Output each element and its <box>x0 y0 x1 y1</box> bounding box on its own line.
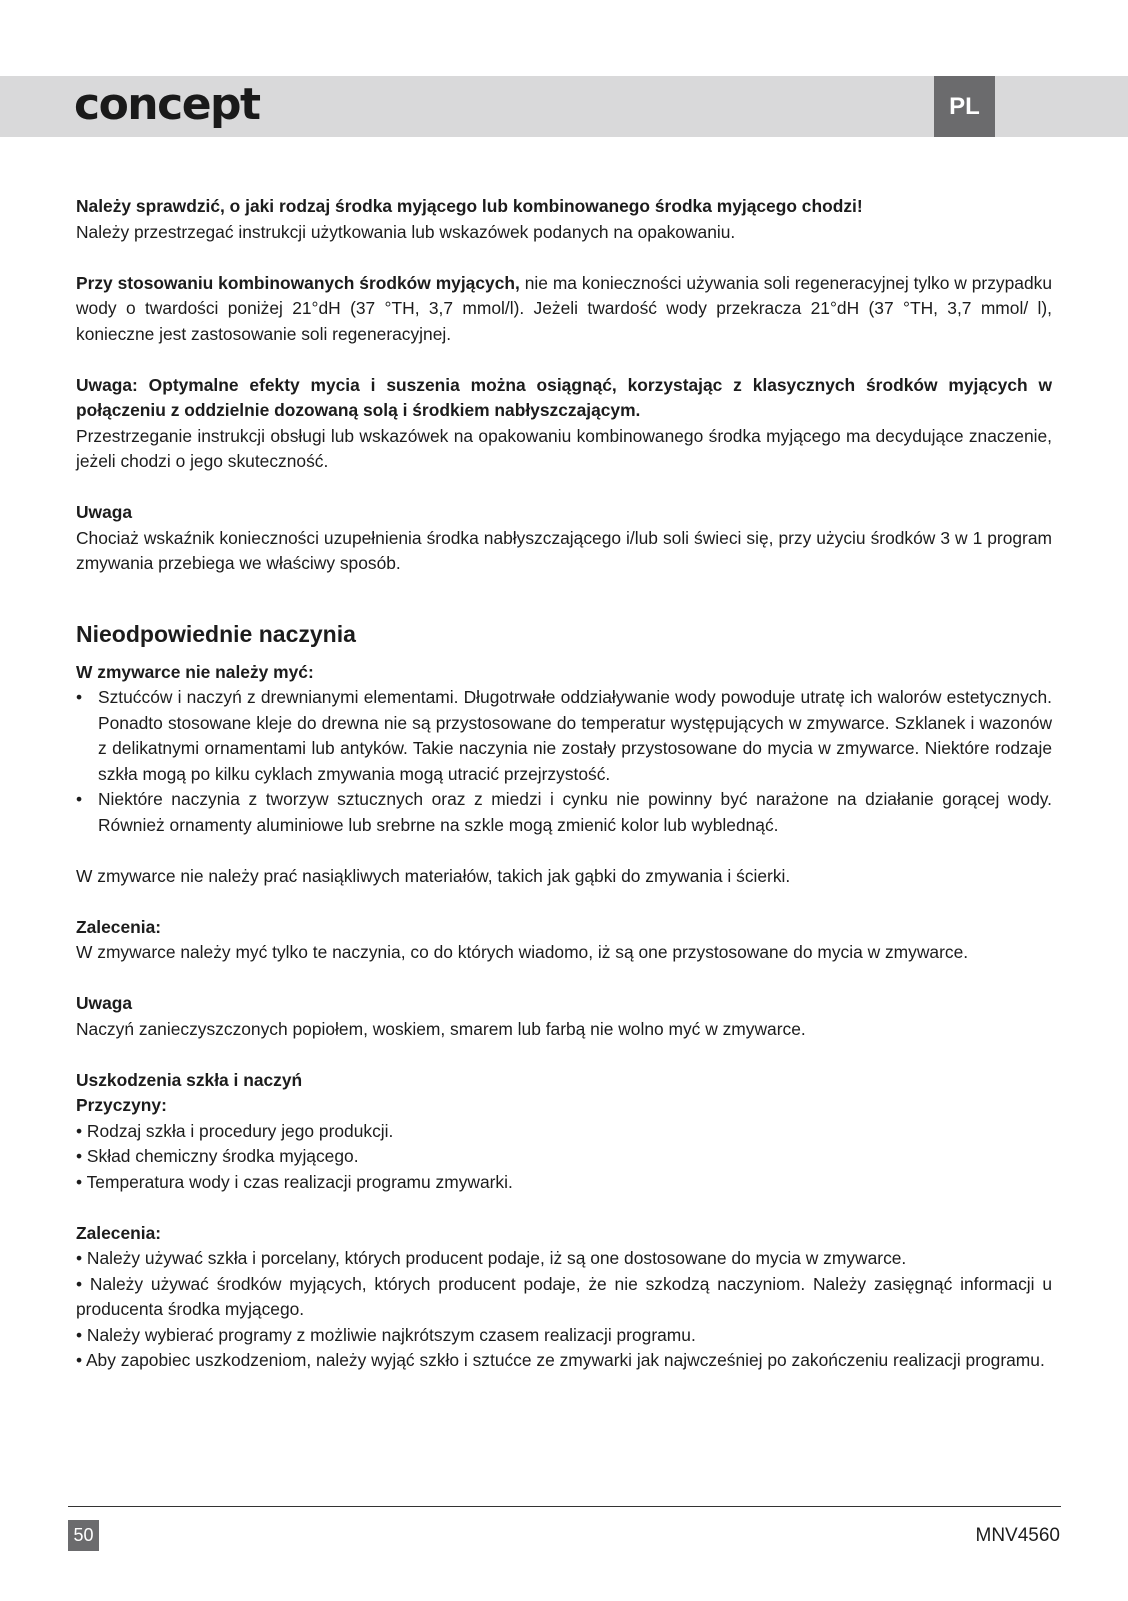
causes-heading: Przyczyny: <box>76 1095 167 1115</box>
list-item: • Należy wybierać programy z możliwie najkrótszym czasem realizacji programu. <box>76 1324 696 1345</box>
language-badge: PL <box>934 76 995 137</box>
warning-heading-2: Uwaga <box>76 993 133 1013</box>
brand-logo: concept <box>74 79 260 130</box>
sponges-note: W zmywarce nie należy prać nasiąkliwych materiałów, takich jak gąbki do zmywania i ścierki. <box>76 865 791 886</box>
page-content <box>76 194 1052 1374</box>
combined-detergents-lead: Przy stosowaniu kombinowanych środków myjących, <box>76 272 520 293</box>
combined-detergents-text: nie ma konieczności używania soli regeneracyjnej tylko w przypadku wody o twardości poniżej 21°dH (37 °TH, 3,7 mmol/l). Jeżeli twardość wody przekracza 21°dH (37 °TH, 3,7 mmol/ l), konieczne jest zastosowanie soli regeneracyjnej. <box>76 272 1052 344</box>
recommendations-text: W zmywarce należy myć tylko te naczynia, co do których wiadomo, iż są one przystosowane do mycia w zmywarce. <box>76 942 969 962</box>
warning-heading: Uwaga <box>76 502 133 522</box>
section-title: Nieodpowiednie naczynia <box>76 620 356 647</box>
recommendations-heading: Zalecenia: <box>76 916 162 937</box>
list-item: • Rodzaj szkła i procedury jego produkcji. <box>76 1120 394 1141</box>
glass-damage-heading: Uszkodzenia szkła i naczyń <box>76 1069 303 1090</box>
unsuitable-items-list <box>76 685 1052 838</box>
combined-detergents-paragraph <box>76 271 1052 348</box>
page-number: 50 <box>68 1520 99 1551</box>
list-item: • Należy używać środków myjących, których producent podaje, że nie szkodzą naczyniom. Należy zasięgnąć informacji u producenta środka myjącego. <box>76 1273 1052 1319</box>
indicator-warning-text: Chociaż wskaźnik konieczności uzupełnienia środka nabłyszczającego i/lub soli świeci się, przy użyciu środków 3 w 1 program zmywania przebiega we właściwy sposób. <box>76 527 1052 573</box>
list-item: • Sztućców i naczyń z drewnianymi elementami. Długotrwałe oddziaływanie wody powoduje utratę ich walorów estetycznych. Ponadto stosowane kleje do drewna nie są przystosowane do temperatur występujących w zmywarce. Szklanek i wazonów z delikatnymi ornamentami lub antyków. Takie naczynia nie zostały przystosowane do mycia w zmywarce. Niektóre rodzaje szkła mogą po kilku cyklach zmywania mogą utracić przejrzystość. <box>76 685 1052 787</box>
optimal-effects-note: Uwaga: Optymalne efekty mycia i suszenia można osiągnąć, korzystając z klasycznych środków myjących w połączeniu z oddzielnie dozowaną solą i środkiem nabłyszczającym. <box>76 374 1052 420</box>
list-item: • Aby zapobiec uszkodzeniom, należy wyjąć szkło i sztućce ze zmywarki jak najwcześniej po zakończeniu realizacji programu. <box>76 1350 1045 1370</box>
list-item: • Należy używać szkła i porcelany, których producent podaje, iż są one dostosowane do mycia w zmywarce. <box>76 1248 907 1268</box>
dirty-dishes-warning: Naczyń zanieczyszczonych popiołem, woskiem, smarem lub farbą nie wolno myć w zmywarce. <box>76 1018 806 1039</box>
recommendations-heading-2: Zalecenia: <box>76 1222 162 1243</box>
model-number: MNV4560 <box>975 1525 1060 1546</box>
instructions-importance-text: Przestrzeganie instrukcji obsługi lub wskazówek na opakowaniu kombinowanego środka myjącego ma decydujące znaczenie, jeżeli chodzi o jego skuteczność. <box>76 425 1052 471</box>
list-item: • Skład chemiczny środka myjącego. <box>76 1146 359 1166</box>
detergent-check-heading: Należy sprawdzić, o jaki rodzaj środka myjącego lub kombinowanego środka myjącego chodzi! <box>76 196 863 216</box>
list-item: • Temperatura wody i czas realizacji programu zmywarki. <box>76 1171 513 1192</box>
list-item: • Niektóre naczynia z tworzyw sztucznych oraz z miedzi i cynku nie powinny być narażone na działanie gorącej wody. Również ornamenty aluminiowe lub srebrne na szkle mogą zmienić kolor lub wyblednąć. <box>76 787 1052 838</box>
detergent-check-text: Należy przestrzegać instrukcji użytkowania lub wskazówek podanych na opakowaniu. <box>76 221 736 242</box>
do-not-wash-subhead: W zmywarce nie należy myć: <box>76 661 314 682</box>
footer-divider <box>68 1506 1061 1507</box>
